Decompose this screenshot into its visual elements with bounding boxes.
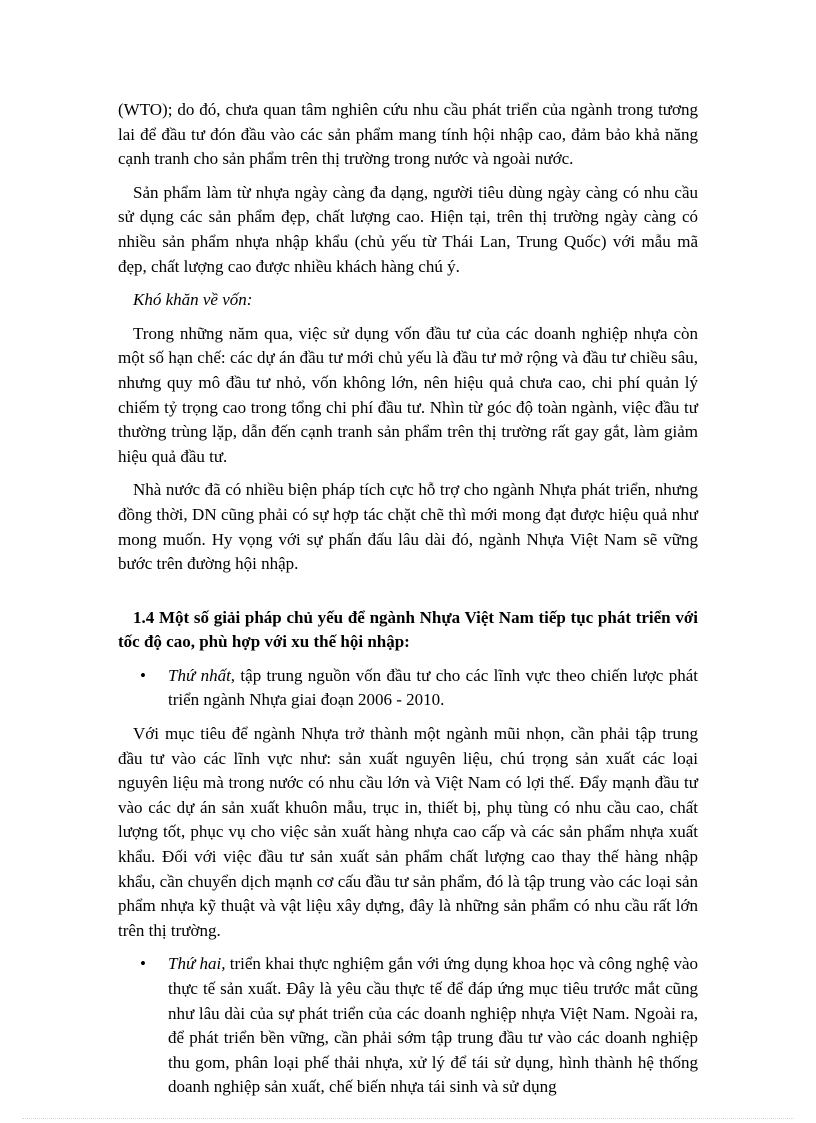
bullet-text-second: triển khai thực nghiệm gắn với ứng dụng khoa học và công nghệ vào thực tế sản xuất. Đây là yêu cầu thực tế để đáp ứng mục tiêu trước mắt cũng như lâu dài của sự phát triển của các doanh nghiệp nhựa Việt Nam. Ngoài ra, để phát triển bền vững, cần phải sớm tập trung đầu tư vào các doanh nghiệp thu gom, phân loại phế thải nhựa, xử lý để tái sử dụng, hình thành hệ thống doanh nghiệp sản xuất, chế biến nhựa tái sinh và sử dụng xyxy=(168,954,699,1097)
paragraph-wto: (WTO); do đó, chưa quan tâm nghiên cứu nhu cầu phát triển của ngành trong tương lai để đầu tư đón đầu vào các sản phẩm mang tính hội nhập cao, đảm bảo khả năng cạnh tranh cho sản phẩm trên thị trường trong nước và ngoài nước. xyxy=(118,100,698,169)
paragraph-capital: Trong những năm qua, việc sử dụng vốn đầu tư của các doanh nghiệp nhựa còn một số hạn chế: các dự án đầu tư mới chủ yếu là đầu tư mở rộng và đầu tư chiều sâu, nhưng quy mô đầu tư nhỏ, vốn không lớn, nên hiệu quả chưa cao, chi phí quản lý chiếm tỷ trọng cao trong tổng chi phí đầu tư. Nhìn từ góc độ toàn ngành, việc đầu tư thường trùng lặp, dẫn đến cạnh tranh sản phẩm trên thị trường rất gay gắt, làm giảm hiệu quả đầu tư. xyxy=(118,323,698,466)
bullet-icon: • xyxy=(140,954,146,974)
paragraph-state-support: Nhà nước đã có nhiều biện pháp tích cực hỗ trợ cho ngành Nhựa phát triển, nhưng đồng thời, DN cũng phải có sự hợp tác chặt chẽ thì mới mong đạt được hiệu quả như mong muốn. Hy vọng với sự phấn đấu lâu dài đó, ngành Nhựa Việt Nam sẽ vững bước trên đường hội nhập. xyxy=(118,480,698,574)
capital-subheading: Khó khăn về vốn: xyxy=(133,290,253,310)
bullet-item-second xyxy=(118,952,698,1100)
bullet-icon: • xyxy=(140,665,146,685)
paragraph-products: Sản phẩm làm từ nhựa ngày càng đa dạng, người tiêu dùng ngày càng có nhu cầu sử dụng các sản phẩm đẹp, chất lượng cao. Hiện tại, trên thị trường ngày càng có nhiều sản phẩm nhựa nhập khẩu (chủ yếu từ Thái Lan, Trung Quốc) với mẫu mã đẹp, chất lượng cao được nhiều khách hàng chú ý. xyxy=(118,182,698,276)
document-page xyxy=(118,98,698,1109)
page-bottom-divider xyxy=(22,1118,794,1119)
bullet-lead-first: Thứ nhất, xyxy=(168,665,236,685)
bullet-item-first xyxy=(118,664,698,713)
section-gap xyxy=(118,586,698,606)
bullet-lead-second: Thứ hai, xyxy=(168,954,226,974)
section-heading: 1.4 Một số giải pháp chủ yếu để ngành Nhựa Việt Nam tiếp tục phát triển với tốc độ cao, phù hợp với xu thế hội nhập: xyxy=(118,607,698,652)
paragraph-investment-focus: Với mục tiêu để ngành Nhựa trở thành một ngành mũi nhọn, cần phải tập trung đầu tư vào các lĩnh vực như: sản xuất nguyên liệu, chú trọng sản xuất các loại nguyên liệu mà trong nước có nhu cầu lớn và Việt Nam có lợi thế. Đẩy mạnh đầu tư vào các dự án sản xuất khuôn mẫu, trục in, thiết bị, phụ tùng có nhu cầu cao, chất lượng tốt, phục vụ cho việc sản xuất hàng nhựa cao cấp và các sản phẩm nhựa xuất khẩu. Đối với việc đầu tư sản xuất sản phẩm chất lượng cao thay thế hàng nhập khẩu, cần chuyển dịch mạnh cơ cấu đầu tư sản phẩm, đó là tập trung vào các loại sản phẩm nhựa kỹ thuật và vật liệu xây dựng, đây là những sản phẩm có nhu cầu rất lớn trên thị trường. xyxy=(118,724,698,940)
bullet-text-first: tập trung nguồn vốn đầu tư cho các lĩnh vực theo chiến lược phát triển ngành Nhựa giai đoạn 2006 - 2010. xyxy=(168,665,698,710)
